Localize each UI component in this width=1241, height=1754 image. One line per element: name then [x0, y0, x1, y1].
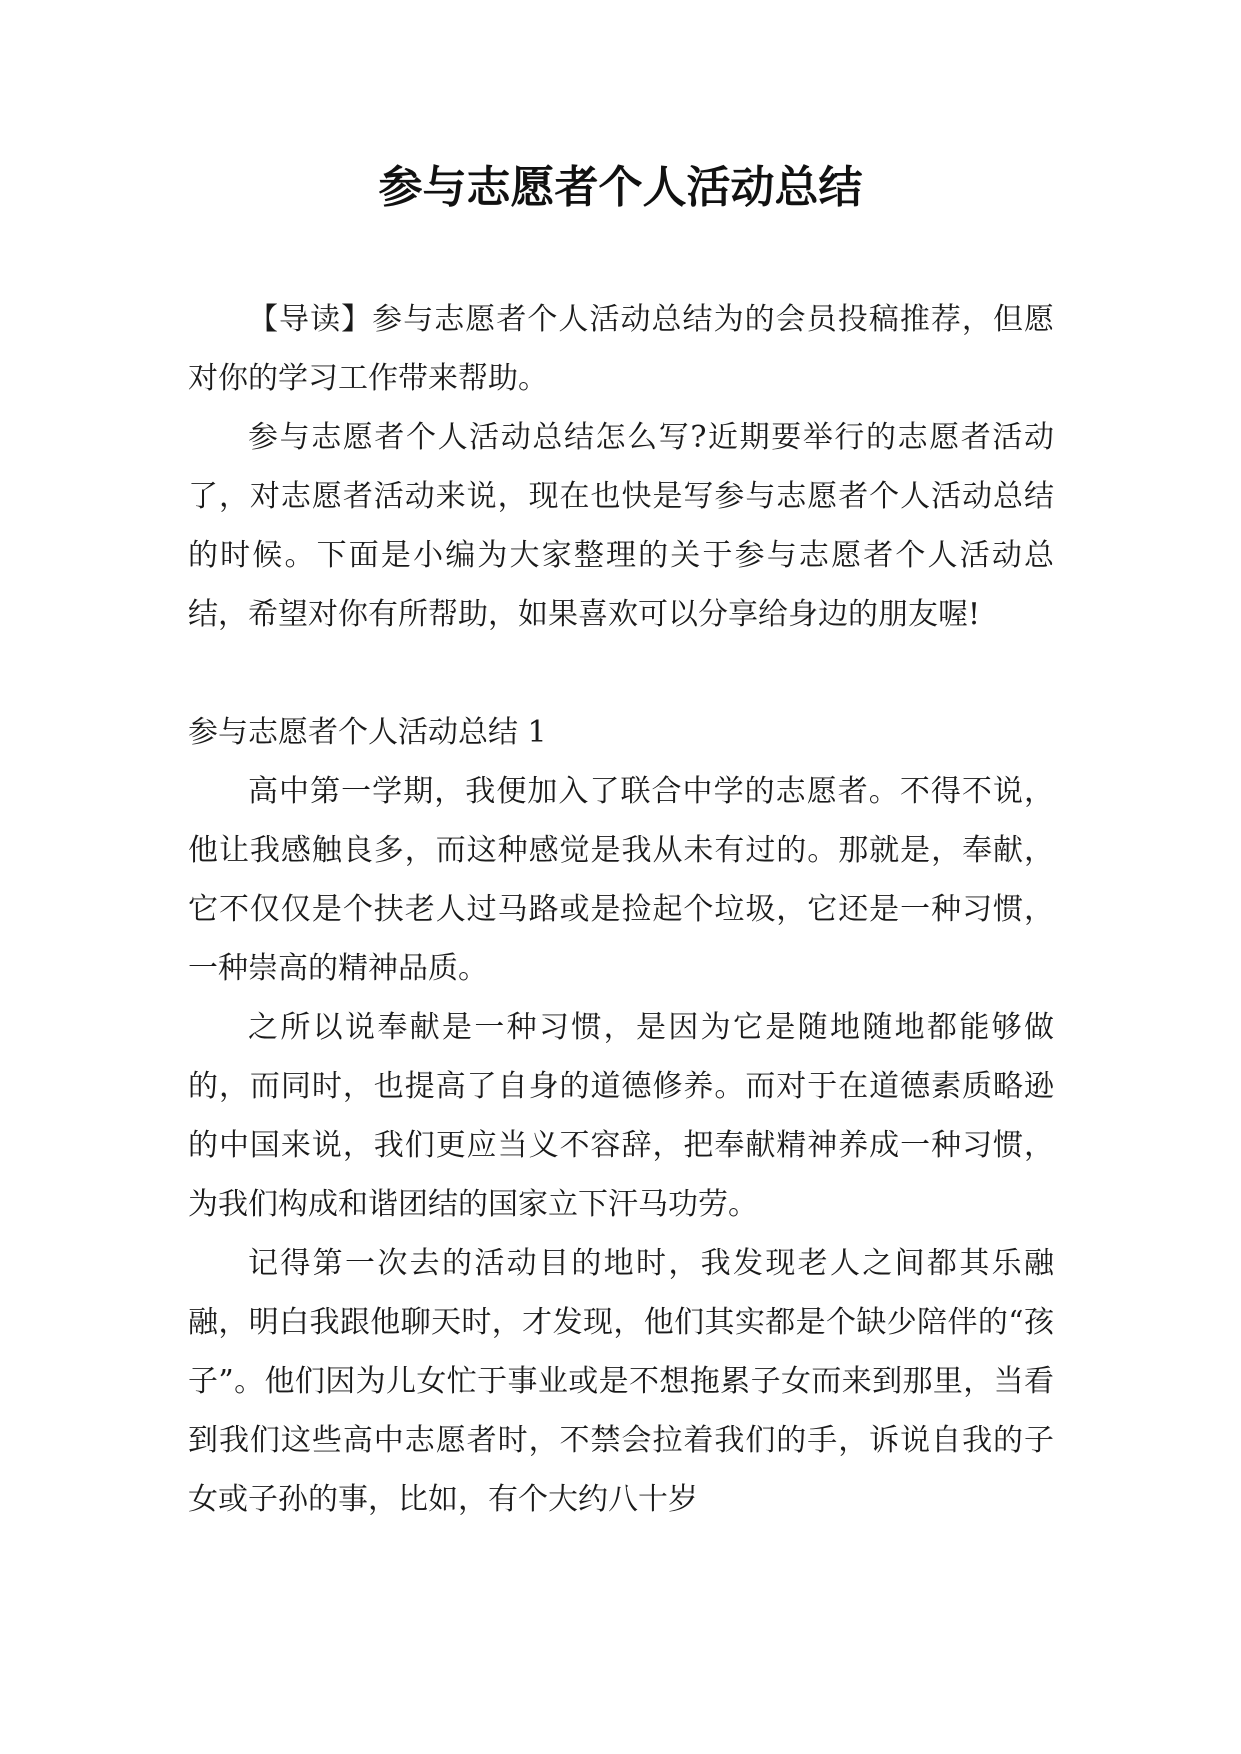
- document-body: [188, 290, 1054, 1529]
- section-paragraph: 高中第一学期，我便加入了联合中学的志愿者。不得不说，他让我感触良多，而这种感觉是我从未有过的。那就是，奉献，它不仅仅是个扶老人过马路或是捡起个垃圾，它还是一种习惯，一种崇高的精神品质。: [188, 774, 1054, 986]
- intro-paragraph: 【导读】参与志愿者个人活动总结为的会员投稿推荐，但愿对你的学习工作带来帮助。: [188, 302, 1054, 396]
- paragraph-gap: [188, 644, 1054, 703]
- document-title: 参与志愿者个人活动总结: [378, 162, 863, 213]
- section-paragraph: 之所以说奉献是一种习惯，是因为它是随地随地都能够做的，而同时，也提高了自身的道德修养。而对于在道德素质略逊的中国来说，我们更应当义不容辞，把奉献精神养成一种习惯，为我们构成和谐团结的国家立下汗马功劳。: [188, 1010, 1054, 1222]
- section-paragraph: 记得第一次去的活动目的地时，我发现老人之间都其乐融融，明白我跟他聊天时，才发现，他们其实都是个缺少陪伴的“孩子”。他们因为儿女忙于事业或是不想拖累子女而来到那里，当看到我们这些高中志愿者时，不禁会拉着我们的手，诉说自我的子女或子孙的事，比如，有个大约八十岁: [188, 1246, 1054, 1517]
- intro-paragraph: 参与志愿者个人活动总结怎么写?近期要举行的志愿者活动了，对志愿者活动来说，现在也快是写参与志愿者个人活动总结的时候。下面是小编为大家整理的关于参与志愿者个人活动总结，希望对你有所帮助，如果喜欢可以分享给身边的朋友喔!: [188, 420, 1054, 632]
- section-heading: 参与志愿者个人活动总结 1: [188, 715, 547, 750]
